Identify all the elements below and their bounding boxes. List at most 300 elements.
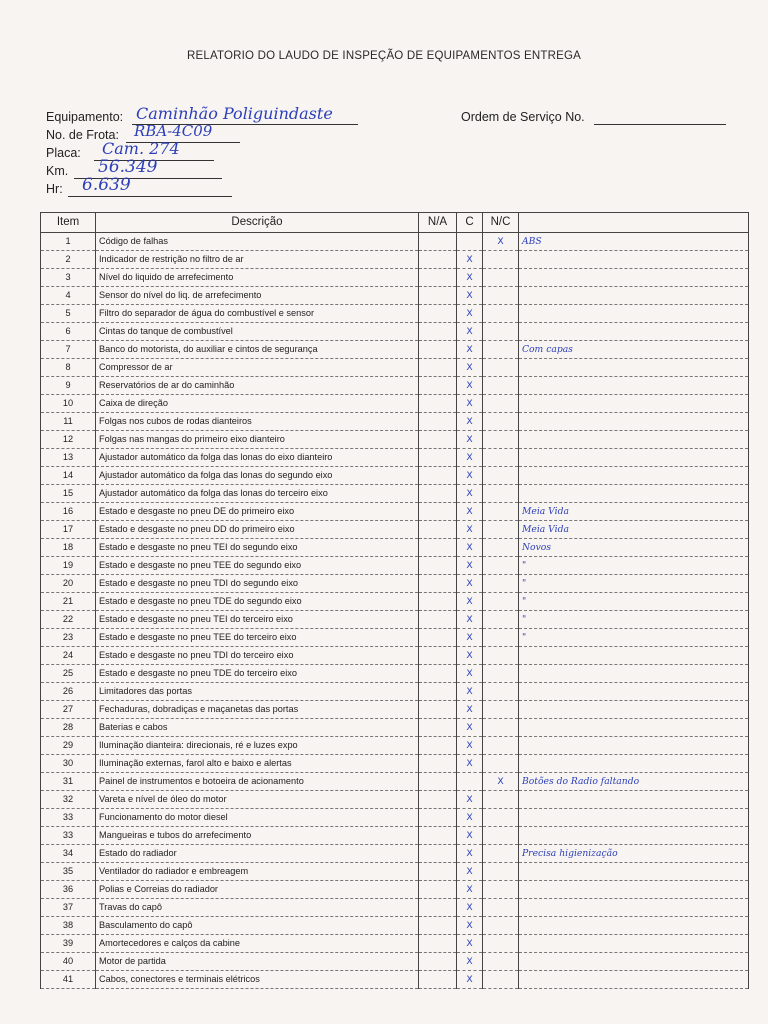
row-item-number: 31 xyxy=(41,773,96,791)
row-description: Caixa de direção xyxy=(96,395,419,413)
table-row xyxy=(41,503,749,521)
row-na-mark xyxy=(419,791,457,809)
row-na-mark xyxy=(419,359,457,377)
row-na-mark xyxy=(419,611,457,629)
row-item-number: 19 xyxy=(41,557,96,575)
table-row xyxy=(41,359,749,377)
row-c-mark: X xyxy=(457,413,483,431)
table-row xyxy=(41,611,749,629)
table-row xyxy=(41,323,749,341)
frota-label: No. de Frota: xyxy=(46,128,119,142)
table-row xyxy=(41,305,749,323)
report-title: RELATORIO DO LAUDO DE INSPEÇÃO DE EQUIPAMENTOS ENTREGA xyxy=(187,50,581,62)
header-c: C xyxy=(457,213,483,233)
row-nc-mark xyxy=(483,611,519,629)
row-item-number: 37 xyxy=(41,899,96,917)
row-description: Estado e desgaste no pneu DD do primeiro eixo xyxy=(96,521,419,539)
row-na-mark xyxy=(419,917,457,935)
row-description: Painel de instrumentos e botoeira de acionamento xyxy=(96,773,419,791)
table-row xyxy=(41,629,749,647)
row-observation xyxy=(519,827,749,845)
table-row xyxy=(41,575,749,593)
row-observation xyxy=(519,467,749,485)
row-nc-mark xyxy=(483,521,519,539)
row-observation: " xyxy=(519,611,749,629)
row-na-mark xyxy=(419,953,457,971)
row-description: Mangueiras e tubos do arrefecimento xyxy=(96,827,419,845)
row-c-mark: X xyxy=(457,521,483,539)
row-observation xyxy=(519,269,749,287)
row-observation xyxy=(519,251,749,269)
row-observation xyxy=(519,791,749,809)
row-observation xyxy=(519,737,749,755)
header-nc: N/C xyxy=(483,213,519,233)
table-row xyxy=(41,377,749,395)
hr-underline xyxy=(68,196,232,197)
row-observation xyxy=(519,935,749,953)
row-item-number: 33 xyxy=(41,827,96,845)
row-observation xyxy=(519,359,749,377)
header-descricao: Descrição xyxy=(96,213,419,233)
row-description: Travas do capô xyxy=(96,899,419,917)
row-na-mark xyxy=(419,647,457,665)
row-na-mark xyxy=(419,341,457,359)
row-c-mark: X xyxy=(457,683,483,701)
row-item-number: 12 xyxy=(41,431,96,449)
row-item-number: 14 xyxy=(41,467,96,485)
row-description: Ajustador automático da folga das lonas do terceiro eixo xyxy=(96,485,419,503)
row-nc-mark xyxy=(483,395,519,413)
row-description: Cintas do tanque de combustível xyxy=(96,323,419,341)
table-row xyxy=(41,971,749,989)
row-item-number: 4 xyxy=(41,287,96,305)
row-na-mark xyxy=(419,575,457,593)
row-nc-mark xyxy=(483,503,519,521)
row-c-mark: X xyxy=(457,881,483,899)
row-item-number: 11 xyxy=(41,413,96,431)
table-row xyxy=(41,845,749,863)
row-na-mark xyxy=(419,557,457,575)
inspection-table xyxy=(40,212,749,989)
row-c-mark: X xyxy=(457,917,483,935)
row-c-mark: X xyxy=(457,467,483,485)
table-row xyxy=(41,539,749,557)
row-c-mark: X xyxy=(457,827,483,845)
row-item-number: 33 xyxy=(41,809,96,827)
row-c-mark: X xyxy=(457,251,483,269)
row-observation: " xyxy=(519,557,749,575)
row-c-mark: X xyxy=(457,503,483,521)
row-item-number: 30 xyxy=(41,755,96,773)
row-description: Vareta e nível de óleo do motor xyxy=(96,791,419,809)
km-label: Km. xyxy=(46,164,69,178)
row-c-mark: X xyxy=(457,557,483,575)
row-item-number: 26 xyxy=(41,683,96,701)
row-na-mark xyxy=(419,287,457,305)
row-item-number: 13 xyxy=(41,449,96,467)
row-observation xyxy=(519,683,749,701)
row-nc-mark xyxy=(483,737,519,755)
row-item-number: 7 xyxy=(41,341,96,359)
row-nc-mark xyxy=(483,629,519,647)
row-description: Funcionamento do motor diesel xyxy=(96,809,419,827)
row-observation: Novos xyxy=(519,539,749,557)
row-observation: Com capas xyxy=(519,341,749,359)
row-description: Estado e desgaste no pneu TDI do terceiro eixo xyxy=(96,647,419,665)
row-nc-mark xyxy=(483,719,519,737)
row-observation: Meia Vida xyxy=(519,503,749,521)
table-row xyxy=(41,899,749,917)
row-description: Iluminação externas, farol alto e baixo e alertas xyxy=(96,755,419,773)
row-item-number: 36 xyxy=(41,881,96,899)
row-na-mark xyxy=(419,971,457,989)
table-row xyxy=(41,737,749,755)
row-nc-mark xyxy=(483,413,519,431)
row-observation: " xyxy=(519,593,749,611)
row-observation: " xyxy=(519,575,749,593)
row-description: Estado do radiador xyxy=(96,845,419,863)
row-description: Estado e desgaste no pneu TEE do segundo eixo xyxy=(96,557,419,575)
row-na-mark xyxy=(419,809,457,827)
row-observation: Meia Vida xyxy=(519,521,749,539)
table-row xyxy=(41,341,749,359)
row-item-number: 9 xyxy=(41,377,96,395)
row-c-mark: X xyxy=(457,449,483,467)
row-c-mark: X xyxy=(457,971,483,989)
row-nc-mark xyxy=(483,467,519,485)
table-row xyxy=(41,287,749,305)
row-na-mark xyxy=(419,629,457,647)
row-nc-mark xyxy=(483,431,519,449)
row-description: Iluminação dianteira: direcionais, ré e luzes expo xyxy=(96,737,419,755)
row-item-number: 2 xyxy=(41,251,96,269)
row-observation xyxy=(519,287,749,305)
row-description: Amortecedores e calços da cabine xyxy=(96,935,419,953)
table-row xyxy=(41,683,749,701)
row-na-mark xyxy=(419,305,457,323)
row-na-mark xyxy=(419,773,457,791)
row-na-mark xyxy=(419,665,457,683)
row-nc-mark xyxy=(483,557,519,575)
row-c-mark: X xyxy=(457,395,483,413)
row-na-mark xyxy=(419,863,457,881)
row-na-mark xyxy=(419,233,457,251)
row-c-mark: X xyxy=(457,431,483,449)
table-row xyxy=(41,701,749,719)
table-row xyxy=(41,719,749,737)
table-row xyxy=(41,521,749,539)
row-observation xyxy=(519,953,749,971)
table-row xyxy=(41,269,749,287)
row-nc-mark xyxy=(483,701,519,719)
row-na-mark xyxy=(419,737,457,755)
row-item-number: 39 xyxy=(41,935,96,953)
row-item-number: 27 xyxy=(41,701,96,719)
table-row xyxy=(41,395,749,413)
row-description: Estado e desgaste no pneu TDE do terceiro eixo xyxy=(96,665,419,683)
row-nc-mark xyxy=(483,809,519,827)
row-c-mark: X xyxy=(457,359,483,377)
row-na-mark xyxy=(419,413,457,431)
row-description: Banco do motorista, do auxiliar e cintos de segurança xyxy=(96,341,419,359)
row-description: Reservatórios de ar do caminhão xyxy=(96,377,419,395)
row-na-mark xyxy=(419,467,457,485)
table-row xyxy=(41,863,749,881)
row-na-mark xyxy=(419,323,457,341)
row-nc-mark xyxy=(483,953,519,971)
row-observation: ABS xyxy=(519,233,749,251)
row-nc-mark xyxy=(483,755,519,773)
row-observation xyxy=(519,323,749,341)
row-description: Sensor do nível do liq. de arrefecimento xyxy=(96,287,419,305)
hr-label: Hr: xyxy=(46,182,63,196)
row-observation xyxy=(519,413,749,431)
table-row xyxy=(41,467,749,485)
row-item-number: 34 xyxy=(41,845,96,863)
row-item-number: 18 xyxy=(41,539,96,557)
placa-label: Placa: xyxy=(46,146,81,160)
ordem-servico-label: Ordem de Serviço No. xyxy=(461,110,585,124)
table-row xyxy=(41,557,749,575)
row-na-mark xyxy=(419,539,457,557)
table-row xyxy=(41,647,749,665)
row-observation xyxy=(519,665,749,683)
row-nc-mark xyxy=(483,341,519,359)
row-nc-mark xyxy=(483,899,519,917)
row-nc-mark xyxy=(483,251,519,269)
row-c-mark: X xyxy=(457,629,483,647)
row-nc-mark xyxy=(483,647,519,665)
row-item-number: 29 xyxy=(41,737,96,755)
row-description: Ajustador automático da folga das lonas do segundo eixo xyxy=(96,467,419,485)
row-nc-mark xyxy=(483,665,519,683)
row-c-mark: X xyxy=(457,575,483,593)
row-na-mark xyxy=(419,881,457,899)
row-description: Indicador de restrição no filtro de ar xyxy=(96,251,419,269)
row-c-mark: X xyxy=(457,791,483,809)
row-description: Estado e desgaste no pneu TEE do terceiro eixo xyxy=(96,629,419,647)
table-row xyxy=(41,917,749,935)
row-description: Folgas nos cubos de rodas dianteiros xyxy=(96,413,419,431)
row-item-number: 17 xyxy=(41,521,96,539)
row-description: Baterias e cabos xyxy=(96,719,419,737)
row-c-mark: X xyxy=(457,539,483,557)
row-nc-mark xyxy=(483,863,519,881)
row-item-number: 35 xyxy=(41,863,96,881)
row-item-number: 8 xyxy=(41,359,96,377)
row-observation xyxy=(519,701,749,719)
row-item-number: 16 xyxy=(41,503,96,521)
table-row xyxy=(41,773,749,791)
table-row xyxy=(41,593,749,611)
row-item-number: 10 xyxy=(41,395,96,413)
row-item-number: 24 xyxy=(41,647,96,665)
row-observation xyxy=(519,809,749,827)
row-c-mark: X xyxy=(457,899,483,917)
row-na-mark xyxy=(419,701,457,719)
row-observation xyxy=(519,485,749,503)
placa-value: Cam. 274 xyxy=(102,139,180,158)
row-item-number: 22 xyxy=(41,611,96,629)
row-observation xyxy=(519,881,749,899)
row-c-mark: X xyxy=(457,647,483,665)
row-c-mark: X xyxy=(457,341,483,359)
row-description: Nível do liquido de arrefecimento xyxy=(96,269,419,287)
row-item-number: 15 xyxy=(41,485,96,503)
equipamento-value: Caminhão Poliguindaste xyxy=(136,104,333,123)
row-na-mark xyxy=(419,719,457,737)
row-description: Código de falhas xyxy=(96,233,419,251)
row-observation xyxy=(519,431,749,449)
row-na-mark xyxy=(419,827,457,845)
row-item-number: 23 xyxy=(41,629,96,647)
row-item-number: 32 xyxy=(41,791,96,809)
row-description: Filtro do separador de água do combustível e sensor xyxy=(96,305,419,323)
row-description: Polias e Correias do radiador xyxy=(96,881,419,899)
row-description: Ventilador do radiador e embreagem xyxy=(96,863,419,881)
row-na-mark xyxy=(419,449,457,467)
row-na-mark xyxy=(419,431,457,449)
row-nc-mark xyxy=(483,359,519,377)
row-c-mark: X xyxy=(457,737,483,755)
table-row xyxy=(41,413,749,431)
km-value: 56.349 xyxy=(98,157,158,177)
row-nc-mark xyxy=(483,377,519,395)
row-nc-mark xyxy=(483,449,519,467)
row-observation xyxy=(519,917,749,935)
row-description: Folgas nas mangas do primeiro eixo dianteiro xyxy=(96,431,419,449)
table-row xyxy=(41,935,749,953)
row-description: Estado e desgaste no pneu TEI do segundo eixo xyxy=(96,539,419,557)
row-na-mark xyxy=(419,593,457,611)
row-description: Compressor de ar xyxy=(96,359,419,377)
row-item-number: 5 xyxy=(41,305,96,323)
row-c-mark: X xyxy=(457,305,483,323)
row-nc-mark xyxy=(483,845,519,863)
row-nc-mark xyxy=(483,287,519,305)
row-description: Estado e desgaste no pneu TEI do terceiro eixo xyxy=(96,611,419,629)
row-observation xyxy=(519,305,749,323)
row-c-mark: X xyxy=(457,953,483,971)
row-c-mark: X xyxy=(457,935,483,953)
row-description: Estado e desgaste no pneu TDE do segundo eixo xyxy=(96,593,419,611)
row-nc-mark xyxy=(483,791,519,809)
row-na-mark xyxy=(419,251,457,269)
row-item-number: 41 xyxy=(41,971,96,989)
row-observation xyxy=(519,863,749,881)
row-nc-mark xyxy=(483,593,519,611)
row-observation xyxy=(519,971,749,989)
table-row xyxy=(41,665,749,683)
row-observation xyxy=(519,449,749,467)
row-c-mark: X xyxy=(457,809,483,827)
row-observation: Precisa higienização xyxy=(519,845,749,863)
row-nc-mark xyxy=(483,305,519,323)
row-observation xyxy=(519,647,749,665)
row-description: Estado e desgaste no pneu TDI do segundo eixo xyxy=(96,575,419,593)
header-na: N/A xyxy=(419,213,457,233)
row-description: Limitadores das portas xyxy=(96,683,419,701)
row-nc-mark xyxy=(483,881,519,899)
row-observation xyxy=(519,395,749,413)
row-na-mark xyxy=(419,899,457,917)
row-nc-mark xyxy=(483,575,519,593)
row-observation: " xyxy=(519,629,749,647)
row-item-number: 3 xyxy=(41,269,96,287)
row-nc-mark: X xyxy=(483,233,519,251)
row-nc-mark: X xyxy=(483,773,519,791)
table-row xyxy=(41,251,749,269)
row-na-mark xyxy=(419,503,457,521)
row-nc-mark xyxy=(483,827,519,845)
equipamento-label: Equipamento: xyxy=(46,110,124,124)
table-header-row xyxy=(41,213,749,233)
table-row xyxy=(41,755,749,773)
row-c-mark: X xyxy=(457,485,483,503)
row-nc-mark xyxy=(483,935,519,953)
row-observation xyxy=(519,377,749,395)
row-nc-mark xyxy=(483,485,519,503)
row-c-mark: X xyxy=(457,665,483,683)
row-na-mark xyxy=(419,683,457,701)
row-c-mark: X xyxy=(457,287,483,305)
row-item-number: 20 xyxy=(41,575,96,593)
row-description: Basculamento do capô xyxy=(96,917,419,935)
row-nc-mark xyxy=(483,971,519,989)
row-description: Cabos, conectores e terminais elétricos xyxy=(96,971,419,989)
row-c-mark xyxy=(457,773,483,791)
table-row xyxy=(41,449,749,467)
row-c-mark: X xyxy=(457,719,483,737)
row-c-mark: X xyxy=(457,863,483,881)
row-c-mark: X xyxy=(457,701,483,719)
row-description: Fechaduras, dobradiças e maçanetas das portas xyxy=(96,701,419,719)
row-na-mark xyxy=(419,935,457,953)
table-row xyxy=(41,827,749,845)
row-na-mark xyxy=(419,755,457,773)
row-na-mark xyxy=(419,521,457,539)
row-c-mark: X xyxy=(457,323,483,341)
row-description: Estado e desgaste no pneu DE do primeiro eixo xyxy=(96,503,419,521)
table-row xyxy=(41,881,749,899)
row-c-mark: X xyxy=(457,611,483,629)
row-item-number: 28 xyxy=(41,719,96,737)
row-nc-mark xyxy=(483,323,519,341)
row-item-number: 38 xyxy=(41,917,96,935)
row-na-mark xyxy=(419,845,457,863)
row-observation xyxy=(519,719,749,737)
row-item-number: 21 xyxy=(41,593,96,611)
row-observation xyxy=(519,755,749,773)
row-c-mark: X xyxy=(457,269,483,287)
row-observation xyxy=(519,899,749,917)
row-nc-mark xyxy=(483,539,519,557)
row-c-mark xyxy=(457,233,483,251)
row-item-number: 25 xyxy=(41,665,96,683)
row-c-mark: X xyxy=(457,845,483,863)
row-observation: Botões do Radio faltando xyxy=(519,773,749,791)
row-description: Ajustador automático da folga das lonas do eixo dianteiro xyxy=(96,449,419,467)
frota-value: RBA-4C09 xyxy=(134,122,213,140)
ordem-servico-underline xyxy=(594,124,726,125)
row-c-mark: X xyxy=(457,593,483,611)
row-nc-mark xyxy=(483,269,519,287)
row-item-number: 1 xyxy=(41,233,96,251)
header-observacao xyxy=(519,213,749,233)
table-row xyxy=(41,809,749,827)
header-item: Item xyxy=(41,213,96,233)
row-na-mark xyxy=(419,395,457,413)
